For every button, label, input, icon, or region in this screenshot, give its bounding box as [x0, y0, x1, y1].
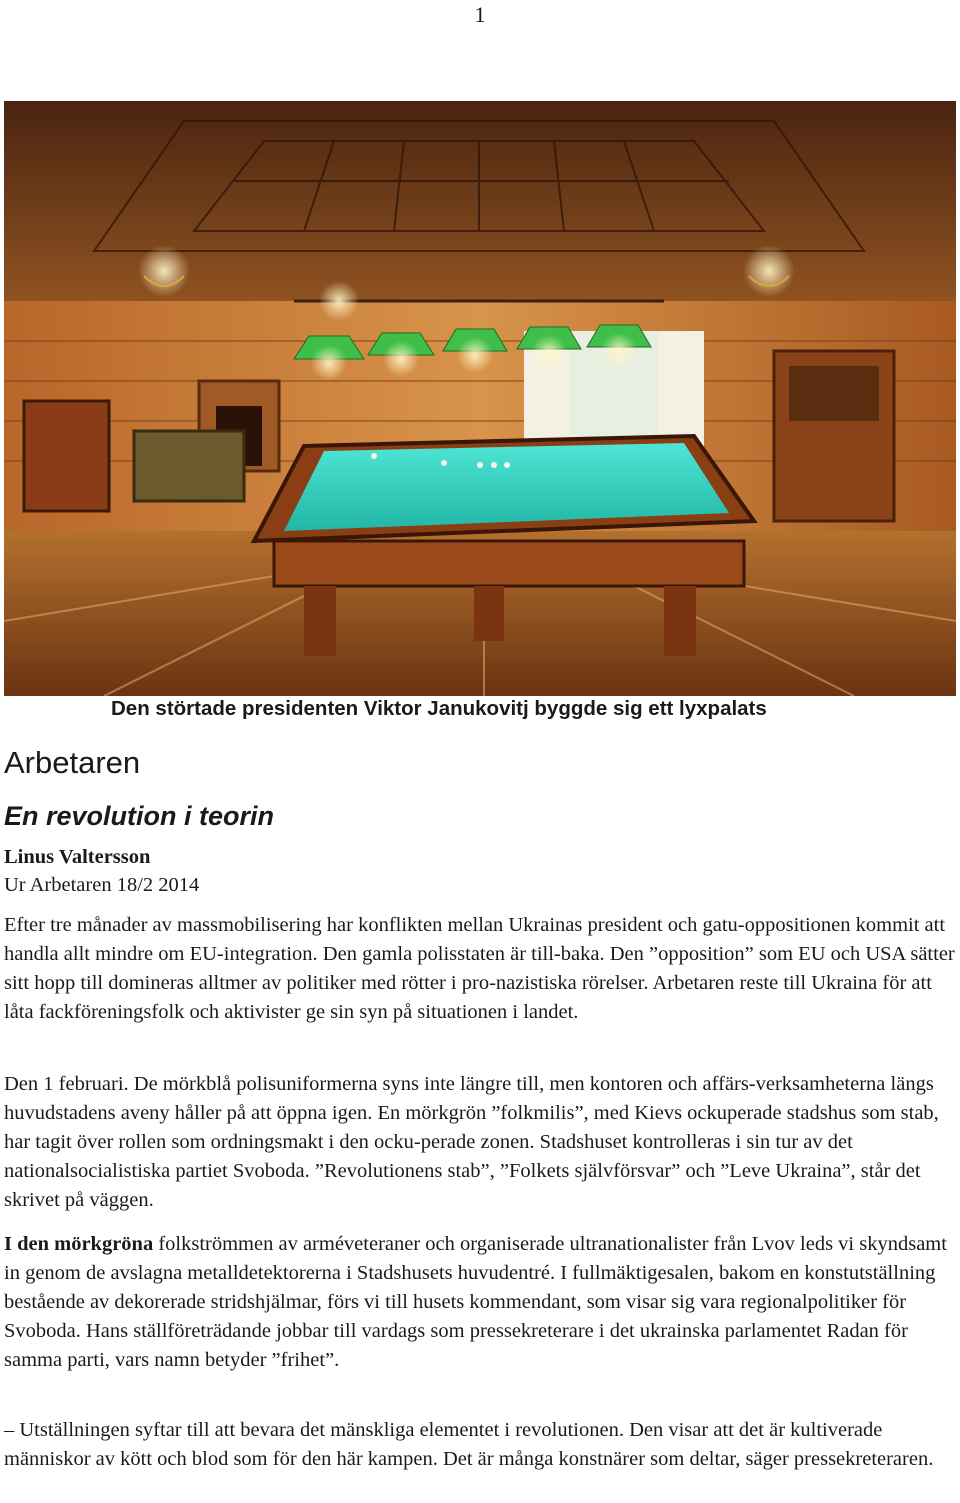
billiard-room-photo: [4, 101, 956, 696]
body-paragraph: Den 1 februari. De mörkblå polisuniformerna syns inte längre till, men kontoren och affärs-verksamheterna längs huvudstadens aveny håller på att öppna igen. En mörkgrön ”folkmilis”, med Kievs ockuperade stadshus som stab, har tagit över rollen som ordningsmakt i den ocku-perade zonen. Stadshuset kontrolleras i sin tur av det nationalsocialistiska partiet Svoboda. ”Revolutionens stab”, ”Folkets självförsvar” och ”Leve Ukraina”, står det skrivet på väggen.: [4, 1073, 939, 1211]
lede-paragraph: Efter tre månader av massmobilisering har konflikten mellan Ukrainas president och gatu-oppositionen kommit att handla allt mindre om EU-integration. Den gamla polisstaten är till-baka. Den ”opposition” som EU och USA sätter sitt hopp till domineras alltmer av politiker med rötter i pro-nazistiska rörelser. Arbetaren reste till Ukraina för att låta fackföreningsfolk och aktivister ge sin syn på situationen i landet.: [4, 914, 955, 1023]
author-name: Linus Valtersson: [4, 846, 151, 868]
body-paragraph: [4, 1230, 956, 1375]
masthead: Arbetaren: [4, 745, 141, 780]
photo-caption: Den störtade presidenten Viktor Janukovitj byggde sig ett lyxpalats: [111, 697, 767, 720]
page-number: 1: [474, 2, 486, 27]
paragraph-text: folkströmmen av arméveteraner och organiserade ultranationalister från Lvov leds vi skyndsamt in genom de avslagna metalldetektorerna i Stadshusets huvudentré. I fullmäktigesalen, bakom en konstutställning bestående av dekorerade stridshjälmar, förs vi till husets kommendant, som visar sig vara regionalpolitiker för Svoboda. Hans ställföreträdande jobbar till vardags som pressekreterare i det ukrainska parlamentet Radan för samma parti, vars namn betyder ”frihet”.: [4, 1233, 947, 1371]
paragraph-lead-in: I den mörkgröna: [4, 1233, 154, 1255]
article-source: Ur Arbetaren 18/2 2014: [4, 874, 200, 896]
body-paragraph: – Utställningen syftar till att bevara det mänskliga elementet i revolutionen. Den visar att det är kultiverade människor av kött och blod som för den här kampen. Det är många konstnärer som deltar, säger pressekreteraren.: [4, 1419, 934, 1470]
article-headline: En revolution i teorin: [4, 801, 275, 831]
